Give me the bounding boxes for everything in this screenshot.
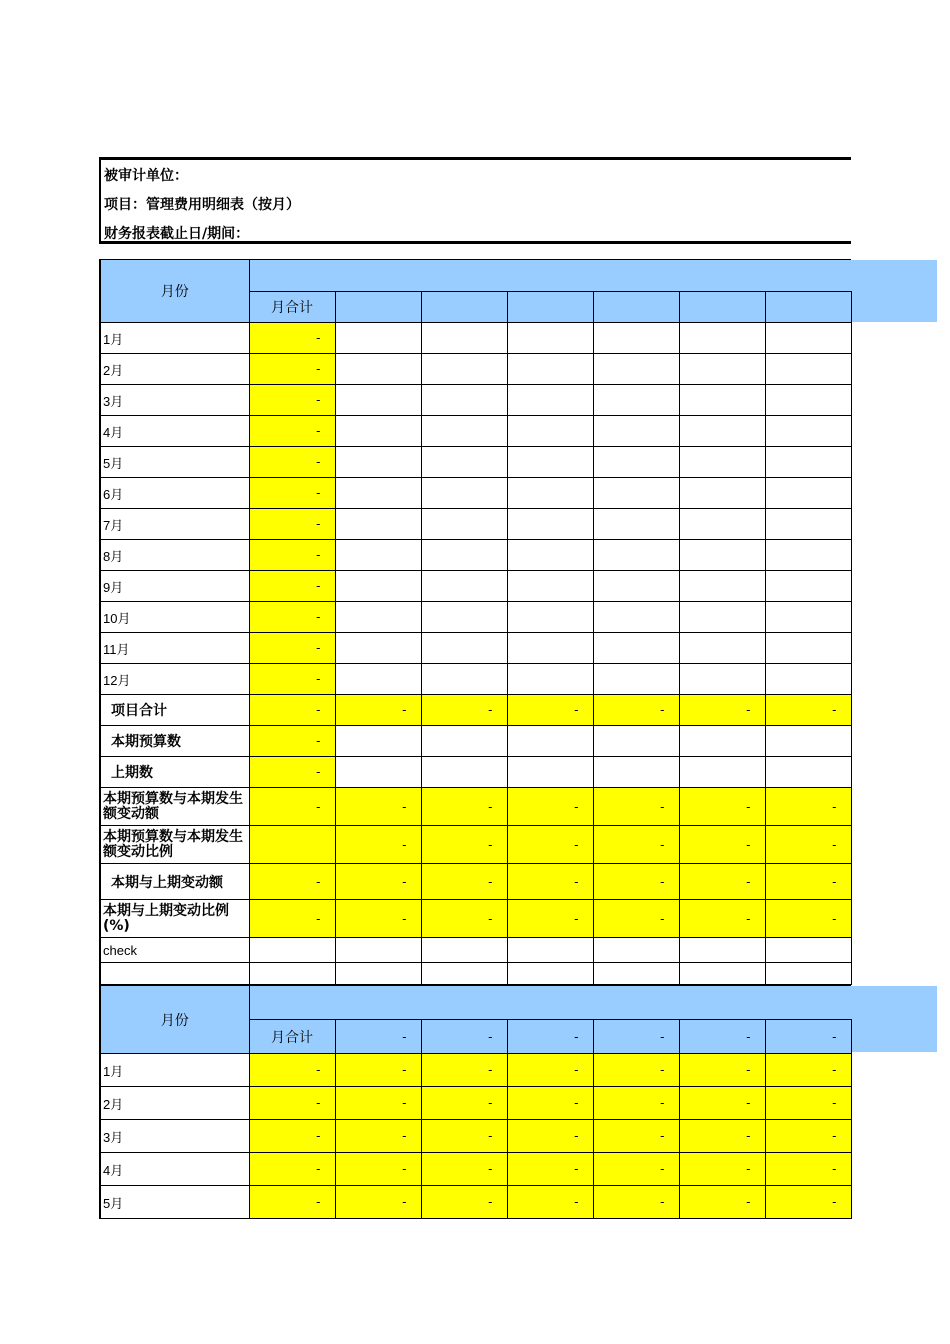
value-cell: -: [507, 1087, 593, 1120]
column-header-cell[interactable]: [421, 292, 507, 323]
value-cell: -: [679, 1087, 765, 1120]
total-cell: [249, 826, 335, 864]
value-cell: -: [507, 826, 593, 864]
data-cell[interactable]: [679, 633, 765, 664]
prior-diff-amount-row: [100, 864, 851, 900]
month-label: 9月: [100, 571, 249, 602]
month-row: [100, 509, 851, 540]
month-row: [100, 478, 851, 509]
period-label: 财务报表截止日/期间：: [104, 226, 250, 242]
value-cell: -: [421, 864, 507, 900]
value-cell: -: [421, 1087, 507, 1120]
data-cell[interactable]: [335, 757, 421, 788]
column-header-cell[interactable]: [679, 292, 765, 323]
data-cell[interactable]: [765, 509, 851, 540]
data-cell[interactable]: [593, 416, 679, 447]
data-cell[interactable]: [421, 416, 507, 447]
value-cell: -: [593, 1087, 679, 1120]
month-row: [100, 323, 851, 354]
item-total-row: [100, 695, 851, 726]
header-row: [100, 986, 851, 1020]
value-cell: -: [679, 788, 765, 826]
month-row: [100, 633, 851, 664]
month-column-header: 月份: [100, 260, 249, 323]
header-row: [100, 260, 851, 292]
data-cell[interactable]: [679, 323, 765, 354]
column-header-cell[interactable]: -: [335, 1020, 421, 1054]
value-cell: -: [679, 1186, 765, 1219]
value-cell: -: [593, 864, 679, 900]
budget-diff-amount-row: [100, 788, 851, 826]
prior-diff-ratio-label: 本期与上期变动比例(%): [100, 900, 249, 938]
total-cell: -: [249, 757, 335, 788]
month-label: 11月: [100, 633, 249, 664]
value-cell: -: [507, 1054, 593, 1087]
data-cell[interactable]: [421, 757, 507, 788]
month-label: 6月: [100, 478, 249, 509]
header-band-cell: [249, 260, 851, 292]
data-cell[interactable]: [335, 726, 421, 757]
data-cell[interactable]: [335, 540, 421, 571]
total-cell: -: [249, 900, 335, 938]
data-cell[interactable]: [335, 385, 421, 416]
month-total-cell: -: [249, 416, 335, 447]
value-cell: -: [765, 900, 851, 938]
value-cell: -: [335, 1120, 421, 1153]
value-cell: -: [335, 788, 421, 826]
blank-cell[interactable]: [507, 963, 593, 985]
data-cell[interactable]: [335, 664, 421, 695]
value-cell: -: [765, 788, 851, 826]
data-cell[interactable]: [421, 571, 507, 602]
data-cell[interactable]: [507, 757, 593, 788]
data-cell[interactable]: [335, 571, 421, 602]
data-cell[interactable]: [765, 478, 851, 509]
data-cell[interactable]: [593, 540, 679, 571]
column-header-cell[interactable]: [765, 292, 851, 323]
value-cell: -: [765, 864, 851, 900]
data-cell[interactable]: [765, 633, 851, 664]
data-cell[interactable]: [679, 602, 765, 633]
data-cell[interactable]: [507, 385, 593, 416]
data-cell[interactable]: [679, 416, 765, 447]
budget-diff-amount-label: 本期预算数与本期发生额变动额: [100, 788, 249, 826]
data-cell[interactable]: [335, 416, 421, 447]
value-cell: -: [765, 1186, 851, 1219]
check-row: [100, 938, 851, 963]
month-row: [100, 540, 851, 571]
value-cell: -: [249, 1153, 335, 1186]
data-cell[interactable]: [593, 478, 679, 509]
value-cell: -: [765, 826, 851, 864]
value-cell: -: [421, 1054, 507, 1087]
value-cell: -: [507, 1186, 593, 1219]
blank-cell[interactable]: [249, 963, 335, 985]
value-cell: -: [335, 1054, 421, 1087]
value-cell: -: [679, 1054, 765, 1087]
month-column-header: 月份: [100, 986, 249, 1054]
month-total-cell: -: [249, 323, 335, 354]
data-cell[interactable]: [765, 354, 851, 385]
value-cell: -: [765, 1153, 851, 1186]
data-cell[interactable]: [507, 478, 593, 509]
data-cell[interactable]: [765, 447, 851, 478]
value-cell: -: [421, 900, 507, 938]
month-total-cell: -: [249, 664, 335, 695]
data-cell[interactable]: [507, 354, 593, 385]
data-cell[interactable]: [765, 385, 851, 416]
data-cell[interactable]: [679, 447, 765, 478]
value-cell: -: [507, 788, 593, 826]
budget-label: 本期预算数: [100, 726, 249, 757]
prior-diff-amount-label: 本期与上期变动额: [100, 864, 249, 900]
data-cell[interactable]: [335, 509, 421, 540]
budget-diff-ratio-label: 本期预算数与本期发生额变动比例: [100, 826, 249, 864]
data-cell[interactable]: [593, 323, 679, 354]
data-cell[interactable]: [765, 757, 851, 788]
value-cell: -: [421, 1153, 507, 1186]
data-cell[interactable]: [765, 571, 851, 602]
item-total-label: 项目合计: [100, 695, 249, 726]
data-cell[interactable]: [679, 509, 765, 540]
month-total-cell: -: [249, 478, 335, 509]
data-cell[interactable]: [593, 726, 679, 757]
column-header-cell[interactable]: -: [507, 1020, 593, 1054]
blank-cell[interactable]: [335, 963, 421, 985]
month-row: [100, 354, 851, 385]
check-cell[interactable]: [507, 938, 593, 963]
month-label: 4月: [100, 416, 249, 447]
check-cell[interactable]: [249, 938, 335, 963]
data-cell[interactable]: [507, 726, 593, 757]
data-cell[interactable]: [507, 602, 593, 633]
month-row: [100, 1186, 851, 1219]
month-label: 5月: [100, 447, 249, 478]
column-header-cell[interactable]: [507, 292, 593, 323]
value-cell: -: [249, 1054, 335, 1087]
total-cell: -: [249, 788, 335, 826]
total-cell: -: [249, 864, 335, 900]
report-header: [99, 157, 851, 244]
value-cell: -: [421, 826, 507, 864]
value-cell: -: [679, 1120, 765, 1153]
prior-row: [100, 757, 851, 788]
check-cell[interactable]: [679, 938, 765, 963]
value-cell: -: [765, 1120, 851, 1153]
budget-diff-ratio-row: [100, 826, 851, 864]
column-header-cell[interactable]: [593, 292, 679, 323]
data-cell[interactable]: [507, 571, 593, 602]
data-cell[interactable]: [335, 323, 421, 354]
month-label: 1月: [100, 323, 249, 354]
month-total-cell: -: [249, 385, 335, 416]
month-total-header: 月合计: [249, 292, 335, 323]
data-cell[interactable]: [507, 323, 593, 354]
value-cell: -: [421, 1120, 507, 1153]
month-label: 4月: [100, 1153, 249, 1186]
month-row: [100, 1087, 851, 1120]
value-cell: -: [335, 826, 421, 864]
value-cell: -: [249, 1087, 335, 1120]
prior-diff-ratio-row: [100, 900, 851, 938]
value-cell: -: [335, 1153, 421, 1186]
data-cell[interactable]: [421, 354, 507, 385]
month-label: 12月: [100, 664, 249, 695]
value-cell: -: [335, 1186, 421, 1219]
month-row: [100, 1120, 851, 1153]
total-cell: -: [249, 726, 335, 757]
data-cell[interactable]: [593, 385, 679, 416]
value-cell: -: [679, 1153, 765, 1186]
data-cell[interactable]: [765, 416, 851, 447]
blank-cell[interactable]: [679, 963, 765, 985]
data-cell[interactable]: [335, 602, 421, 633]
data-cell[interactable]: [507, 664, 593, 695]
value-cell: -: [335, 1087, 421, 1120]
data-cell[interactable]: [507, 509, 593, 540]
month-row: [100, 664, 851, 695]
data-cell[interactable]: [593, 509, 679, 540]
column-header-cell[interactable]: -: [421, 1020, 507, 1054]
audited-unit-label: 被审计单位：: [104, 168, 188, 184]
month-label: 10月: [100, 602, 249, 633]
value-cell: -: [593, 695, 679, 726]
value-cell: -: [593, 826, 679, 864]
value-cell: -: [679, 695, 765, 726]
month-total-cell: -: [249, 633, 335, 664]
data-cell[interactable]: [593, 354, 679, 385]
check-cell[interactable]: [593, 938, 679, 963]
month-label: 5月: [100, 1186, 249, 1219]
budget-row: [100, 726, 851, 757]
total-cell: -: [249, 695, 335, 726]
month-row: [100, 602, 851, 633]
column-header-cell[interactable]: -: [679, 1020, 765, 1054]
blank-cell[interactable]: [421, 963, 507, 985]
check-cell[interactable]: [421, 938, 507, 963]
data-cell[interactable]: [593, 664, 679, 695]
data-cell[interactable]: [765, 664, 851, 695]
data-cell[interactable]: [421, 509, 507, 540]
data-cell[interactable]: [593, 447, 679, 478]
prior-label: 上期数: [100, 757, 249, 788]
expense-table-secondary: [99, 985, 852, 1219]
month-total-cell: -: [249, 447, 335, 478]
value-cell: -: [335, 864, 421, 900]
data-cell[interactable]: [421, 726, 507, 757]
value-cell: -: [421, 788, 507, 826]
month-label: 2月: [100, 354, 249, 385]
data-cell[interactable]: [765, 726, 851, 757]
data-cell[interactable]: [335, 633, 421, 664]
value-cell: -: [593, 788, 679, 826]
value-cell: -: [593, 1120, 679, 1153]
month-total-cell: -: [249, 540, 335, 571]
value-cell: -: [593, 1186, 679, 1219]
data-cell[interactable]: [507, 416, 593, 447]
value-cell: -: [765, 1054, 851, 1087]
value-cell: -: [679, 864, 765, 900]
value-cell: -: [679, 900, 765, 938]
month-label: 7月: [100, 509, 249, 540]
column-header-cell[interactable]: -: [765, 1020, 851, 1054]
data-cell[interactable]: [765, 323, 851, 354]
value-cell: -: [593, 1153, 679, 1186]
value-cell: -: [421, 1186, 507, 1219]
value-cell: -: [593, 1054, 679, 1087]
value-cell: -: [765, 695, 851, 726]
month-row: [100, 571, 851, 602]
data-cell[interactable]: [679, 478, 765, 509]
header-band-cell: [249, 986, 851, 1020]
data-cell[interactable]: [765, 540, 851, 571]
data-cell[interactable]: [593, 571, 679, 602]
value-cell: -: [335, 695, 421, 726]
value-cell: -: [765, 1087, 851, 1120]
data-cell[interactable]: [335, 478, 421, 509]
value-cell: -: [507, 695, 593, 726]
month-label: 8月: [100, 540, 249, 571]
item-title: 项目：管理费用明细表（按月）: [104, 197, 300, 213]
data-cell[interactable]: [679, 726, 765, 757]
value-cell: -: [335, 900, 421, 938]
blank-row: [100, 963, 851, 985]
data-cell[interactable]: [335, 447, 421, 478]
data-cell[interactable]: [421, 478, 507, 509]
check-cell[interactable]: [765, 938, 851, 963]
expense-table-monthly: [99, 259, 852, 985]
month-row: [100, 416, 851, 447]
data-cell[interactable]: [679, 385, 765, 416]
value-cell: -: [507, 900, 593, 938]
check-cell[interactable]: [335, 938, 421, 963]
data-cell[interactable]: [593, 602, 679, 633]
value-cell: -: [249, 1186, 335, 1219]
column-header-cell[interactable]: -: [593, 1020, 679, 1054]
data-cell[interactable]: [679, 757, 765, 788]
data-cell[interactable]: [421, 385, 507, 416]
value-cell: -: [679, 826, 765, 864]
month-label: 3月: [100, 385, 249, 416]
data-cell[interactable]: [593, 633, 679, 664]
month-row: [100, 1054, 851, 1087]
blank-cell: [100, 963, 249, 985]
month-label: 1月: [100, 1054, 249, 1087]
month-total-cell: -: [249, 602, 335, 633]
blank-cell[interactable]: [765, 963, 851, 985]
month-total-cell: -: [249, 571, 335, 602]
data-cell[interactable]: [421, 602, 507, 633]
value-cell: -: [593, 900, 679, 938]
month-row: [100, 385, 851, 416]
value-cell: -: [421, 695, 507, 726]
data-cell[interactable]: [507, 540, 593, 571]
data-cell[interactable]: [421, 633, 507, 664]
data-cell[interactable]: [765, 602, 851, 633]
data-cell[interactable]: [421, 540, 507, 571]
column-header-cell[interactable]: [335, 292, 421, 323]
data-cell[interactable]: [679, 540, 765, 571]
data-cell[interactable]: [593, 757, 679, 788]
month-total-header: 月合计: [249, 1020, 335, 1054]
value-cell: -: [507, 1120, 593, 1153]
check-label: check: [100, 938, 249, 963]
data-cell[interactable]: [421, 447, 507, 478]
data-cell[interactable]: [679, 354, 765, 385]
month-row: [100, 447, 851, 478]
data-cell[interactable]: [507, 447, 593, 478]
blank-cell[interactable]: [593, 963, 679, 985]
month-row: [100, 1153, 851, 1186]
data-cell[interactable]: [421, 664, 507, 695]
data-cell[interactable]: [421, 323, 507, 354]
month-label: 2月: [100, 1087, 249, 1120]
value-cell: -: [507, 1153, 593, 1186]
data-cell[interactable]: [335, 354, 421, 385]
data-cell[interactable]: [507, 633, 593, 664]
data-cell[interactable]: [679, 571, 765, 602]
month-label: 3月: [100, 1120, 249, 1153]
value-cell: -: [249, 1120, 335, 1153]
data-cell[interactable]: [679, 664, 765, 695]
month-total-cell: -: [249, 354, 335, 385]
month-total-cell: -: [249, 509, 335, 540]
value-cell: -: [507, 864, 593, 900]
